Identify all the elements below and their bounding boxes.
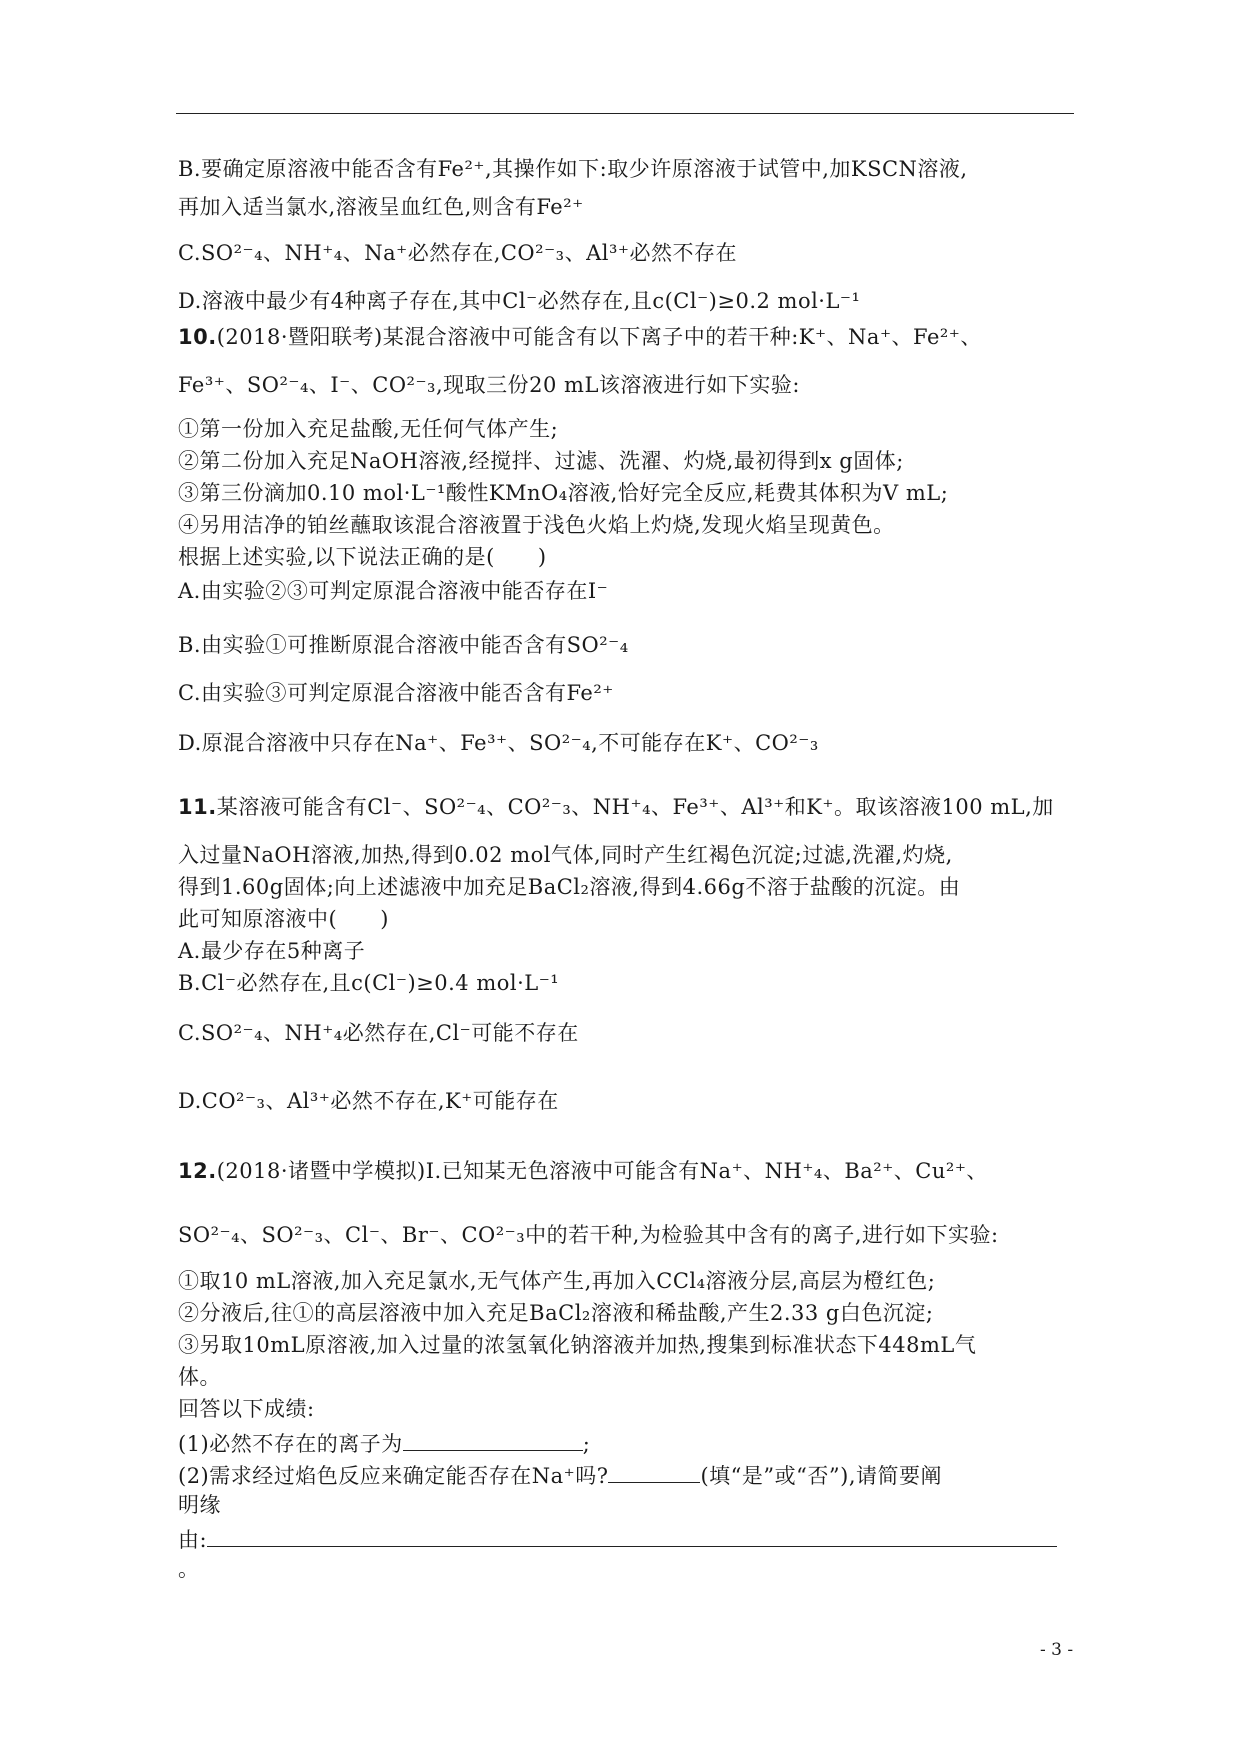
text-line: [178, 578, 608, 604]
line-text: ①取10 mL溶液,加入充足氯水,无气体产生,再加入CCl₄溶液分层,高层为橙红色;: [178, 1269, 936, 1293]
line-text: ②第二份加入充足NaOH溶液,经搅拌、过滤、洗濯、灼烧,最初得到x g固体;: [178, 449, 904, 473]
line-text: 根据上述实验,以下说法正确的是( ): [178, 545, 547, 569]
question-number: 10.: [178, 325, 217, 349]
line-text: ③第三份滴加0.10 mol·L⁻¹酸性KMnO₄溶液,恰好完全反应,耗费其体积为V mL;: [178, 481, 949, 505]
question-number: 11.: [178, 795, 217, 819]
answer-2-blank[interactable]: [608, 1460, 700, 1483]
answer-2-cont: 明缘: [178, 1493, 221, 1517]
text-line: [178, 1222, 999, 1248]
line-text: 某溶液可能含有Cl⁻、SO²⁻₄、CO²⁻₃、NH⁺₄、Fe³⁺、Al³⁺和K⁺。取该溶液100 mL,加: [216, 795, 1054, 819]
line-text: ②分液后,往①的高层溶液中加入充足BaCl₂溶液和稀盐酸,产生2.33 g白色沉淀;: [178, 1301, 934, 1325]
line-text: 入过量NaOH溶液,加热,得到0.02 mol气体,同时产生红褐色沉淀;过滤,洗濯,灼烧,: [178, 843, 953, 867]
answer-line-1: [178, 1428, 590, 1457]
line-text: 再加入适当氯水,溶液呈血红色,则含有Fe²⁺: [178, 195, 584, 219]
text-line: [178, 1158, 988, 1184]
line-text: B.要确定原溶液中能否含有Fe²⁺,其操作如下:取少许原溶液于试管中,加KSCN溶液,: [178, 157, 968, 181]
line-text: A.最少存在5种离子: [178, 939, 366, 963]
header-rule: [176, 113, 1074, 114]
line-text: D.溶液中最少有4种离子存在,其中Cl⁻必然存在,且c(Cl⁻)≥0.2 mol·L⁻¹: [178, 289, 861, 313]
line-text: D.CO²⁻₃、Al³⁺必然不存在,K⁺可能存在: [178, 1089, 559, 1113]
text-line: [178, 1332, 976, 1358]
answer-line-2b: [178, 1492, 221, 1518]
text-line: [178, 324, 982, 350]
text-line: [178, 372, 800, 398]
text-line: [178, 1268, 935, 1294]
line-text: A.由实验②③可判定原混合溶液中能否存在I⁻: [178, 579, 609, 603]
text-line: [178, 794, 1054, 820]
line-text: Fe³⁺、SO²⁻₄、I⁻、CO²⁻₃,现取三份20 mL该溶液进行如下实验:: [178, 373, 800, 397]
text-line: [178, 240, 737, 266]
answer-2-prompt: (2)需求经过焰色反应来确定能否存在Na⁺吗?: [178, 1464, 609, 1488]
line-text: ④另用洁净的铂丝蘸取该混合溶液置于浅色火焰上灼烧,发现火焰呈现黄色。: [178, 513, 895, 537]
text-line: [178, 448, 904, 474]
text-line: [178, 512, 895, 538]
question-number: 12.: [178, 1159, 217, 1183]
text-line: [178, 970, 559, 996]
text-line: [178, 480, 948, 506]
text-line: [178, 156, 968, 182]
line-text: (2018·暨阳联考)某混合溶液中可能含有以下离子中的若干种:K⁺、Na⁺、Fe²⁺、: [216, 325, 982, 349]
line-text: C.由实验③可判定原混合溶液中能否含有Fe²⁺: [178, 681, 614, 705]
text-line: [178, 938, 365, 964]
text-line: [178, 416, 558, 442]
line-text: SO²⁻₄、SO²⁻₃、Cl⁻、Br⁻、CO²⁻₃中的若干种,为检验其中含有的离子,进行如下实验:: [178, 1223, 999, 1247]
text-line: [178, 1020, 579, 1046]
line-text: B.Cl⁻必然存在,且c(Cl⁻)≥0.4 mol·L⁻¹: [178, 971, 560, 995]
answer-3-prompt: 由:: [178, 1528, 208, 1552]
text-line: [178, 1088, 559, 1114]
line-text: D.原混合溶液中只存在Na⁺、Fe³⁺、SO²⁻₄,不可能存在K⁺、CO²⁻₃: [178, 731, 819, 755]
answer-line-3: [178, 1524, 1057, 1553]
answer-1-blank[interactable]: [403, 1428, 583, 1451]
text-line: [178, 906, 389, 932]
line-text: C.SO²⁻₄、NH⁺₄必然存在,Cl⁻可能不存在: [178, 1021, 579, 1045]
text-line: [178, 680, 614, 706]
answer-3-blank[interactable]: [207, 1524, 1057, 1547]
line-text: ③另取10mL原溶液,加入过量的浓氢氧化钠溶液并加热,搜集到标准状态下448mL气: [178, 1333, 977, 1357]
text-line: [178, 874, 960, 900]
page-number: - 3 -: [1040, 1640, 1074, 1660]
text-line: [178, 1364, 221, 1390]
answer-line-2: [178, 1460, 942, 1489]
text-line: [178, 1396, 315, 1422]
line-text: 回答以下成绩:: [178, 1397, 315, 1421]
line-text: 得到1.60g固体;向上述滤液中加充足BaCl₂溶液,得到4.66g不溶于盐酸的沉淀。由: [178, 875, 961, 899]
line-text: C.SO²⁻₄、NH⁺₄、Na⁺必然存在,CO²⁻₃、Al³⁺必然不存在: [178, 241, 737, 265]
text-line: [178, 632, 629, 658]
text-line: [178, 1300, 933, 1326]
line-text: 体。: [178, 1365, 221, 1389]
text-line: [178, 730, 819, 756]
text-line: [178, 288, 860, 314]
text-line: [178, 194, 584, 220]
text-line: [178, 544, 547, 570]
line-text: 此可知原溶液中( ): [178, 907, 389, 931]
answer-1-prompt: (1)必然不存在的离子为: [178, 1432, 403, 1456]
line-text: (2018·诸暨中学模拟)Ⅰ.已知某无色溶液中可能含有Na⁺、NH⁺₄、Ba²⁺、Cu²⁺、: [216, 1159, 988, 1183]
line-text: ①第一份加入充足盐酸,无任何气体产生;: [178, 417, 559, 441]
answer-2-suffix: (填“是”或“否”),请简要阐: [700, 1464, 942, 1488]
text-line: [178, 842, 953, 868]
end-mark: 。: [178, 1557, 200, 1581]
answer-1-suffix: ;: [582, 1432, 591, 1456]
line-text: B.由实验①可推断原混合溶液中能否含有SO²⁻₄: [178, 633, 629, 657]
